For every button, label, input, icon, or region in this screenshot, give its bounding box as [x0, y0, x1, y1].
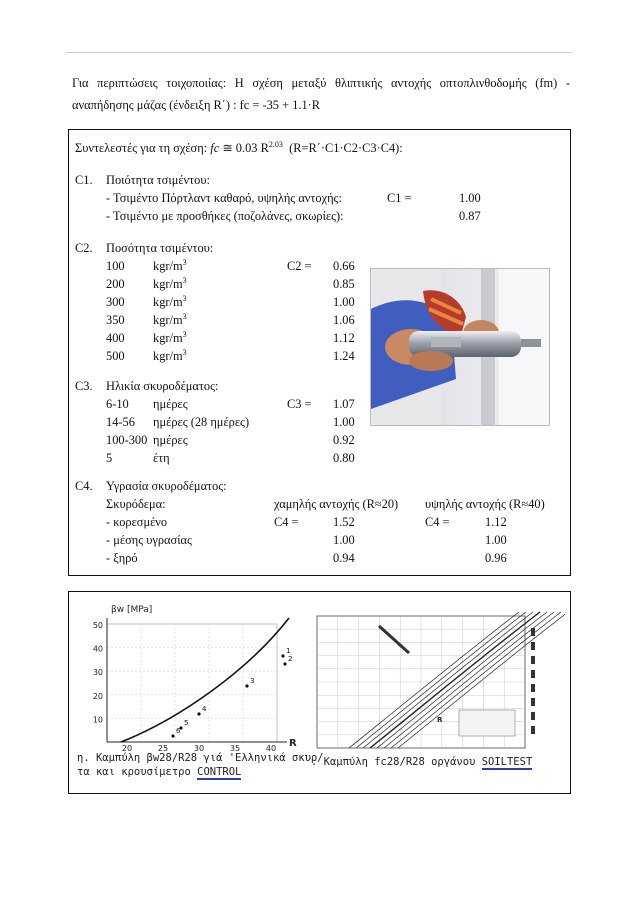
c2-unit	[153, 295, 187, 310]
graph-left-point-label: 1	[286, 647, 291, 655]
caption-left-2	[77, 766, 241, 778]
graph-left-ytick: 30	[92, 668, 103, 678]
c3-unit: έτη	[153, 451, 170, 465]
intro-line-1: Για περιπτώσεις τοιχοποιίας: Η σχέση μεταξύ θλιπτικής αντοχής οπτοπλινθοδομής (fm) -	[72, 76, 570, 90]
graph-left-point-label: 3	[250, 677, 255, 685]
c2-unit-text: kgr/m	[153, 277, 183, 291]
c1-coef: C1 =	[387, 191, 412, 205]
c2-qty: 100	[106, 259, 125, 273]
graph-left-point-label: 2	[288, 655, 293, 663]
c4-row-low: 0.94	[333, 551, 355, 565]
c2-qty: 300	[106, 295, 125, 309]
caption-right	[311, 756, 532, 768]
c4-row-high: 1.00	[485, 533, 507, 547]
graph-right-legend	[459, 710, 515, 736]
c4-row-low: 1.52	[333, 515, 355, 529]
graph-right-side-marks	[531, 698, 535, 706]
c2-qty: 200	[106, 277, 125, 291]
c2-value: 1.12	[333, 331, 355, 345]
graph-left-point	[171, 734, 174, 737]
c3-coef: C3 =	[287, 397, 312, 411]
c3-age: 14-56	[106, 415, 135, 429]
c4-head-high: υψηλής αντοχής (R≈40)	[425, 497, 545, 511]
c3-number: C3.	[75, 379, 93, 393]
graph-left-xtick: 40	[265, 744, 277, 752]
graph-left-ytick: 40	[92, 644, 103, 654]
graph-left-ylabel: βw [MPa]	[111, 605, 153, 615]
graph-right-side-marks	[531, 670, 535, 678]
header-formula: ≅ 0.03 R	[222, 141, 269, 155]
c2-unit-text: kgr/m	[153, 295, 183, 309]
graph-left-point	[283, 662, 286, 665]
coefficients-header	[75, 140, 403, 156]
c4-coef-high: C4 =	[425, 515, 450, 529]
c2-unit	[153, 349, 187, 364]
c2-unit-text: kgr/m	[153, 313, 183, 327]
graph-left	[77, 602, 303, 752]
c2-qty: 350	[106, 313, 125, 327]
c4-row-high: 0.96	[485, 551, 507, 565]
c2-unit	[153, 331, 187, 346]
c4-head-low: χαμηλής αντοχής (R≈20)	[274, 497, 399, 511]
c3-value: 1.00	[333, 415, 355, 429]
c2-unit-text: kgr/m	[153, 259, 183, 273]
graph-left-xtick: 35	[229, 744, 241, 752]
graph-left-point	[245, 684, 248, 687]
graph-right-hammer-icon	[379, 626, 409, 653]
header-fc: fc	[210, 141, 220, 155]
header-definition: (R=R΄·C1·C2·C3·C4):	[289, 141, 403, 155]
graph-left-xtick: 30	[193, 744, 205, 752]
c2-value: 0.85	[333, 277, 355, 291]
c3-age: 100-300	[106, 433, 148, 447]
rebound-hammer-photo	[370, 268, 550, 426]
c1-title: Ποιότητα τσιμέντου:	[106, 173, 210, 187]
c3-value: 0.92	[333, 433, 355, 447]
c2-unit-text: kgr/m	[153, 349, 183, 363]
c2-title: Ποσότητα τσιμέντου:	[106, 241, 214, 255]
c4-coef-low: C4 =	[274, 515, 299, 529]
graph-right-side-marks	[531, 684, 535, 692]
graph-left-ytick: 50	[92, 621, 103, 630]
page-rule	[66, 52, 572, 53]
c4-row-high: 1.12	[485, 515, 507, 529]
caption-left-2-text: τα και κρουσίμετρο	[77, 766, 191, 778]
caption-right-text: . Καμπύλη fc28/R28 οργάνου	[311, 756, 476, 768]
c3-value: 1.07	[333, 397, 355, 411]
graph-right-xlabel: R	[437, 716, 443, 724]
c4-row-low: 1.00	[333, 533, 355, 547]
graph-left-xlabel: R	[289, 738, 297, 749]
c2-unit-text: kgr/m	[153, 331, 183, 345]
c2-value: 0.66	[333, 259, 355, 273]
c2-unit	[153, 259, 187, 274]
graph-left-ytick: 20	[92, 691, 103, 701]
graph-left-point-label: 6	[176, 727, 181, 735]
c4-head-label: Σκυρόδεμα:	[106, 497, 166, 511]
header-exponent: 2.03	[268, 140, 283, 149]
c3-unit: ημέρες	[153, 397, 188, 411]
header-text: Συντελεστές για τη σχέση:	[75, 141, 208, 155]
caption-right-soiltest: SOILTEST	[481, 756, 533, 768]
c3-value: 0.80	[333, 451, 355, 465]
graph-right-svg	[309, 598, 565, 752]
c2-unit-exp: 3	[182, 312, 187, 321]
c2-unit	[153, 277, 187, 292]
c4-row-label: - κορεσμένο	[106, 515, 168, 529]
c1-row-label: - Τσιμέντο με προσθήκες (ποζολάνες, σκωρίες):	[106, 209, 344, 223]
c4-row-label: - μέσης υγρασίας	[106, 533, 192, 547]
graph-right-side-marks	[531, 712, 535, 720]
graph-left-ytick: 10	[92, 715, 103, 725]
c2-unit-exp: 3	[182, 294, 187, 303]
c2-unit	[153, 313, 187, 328]
graph-left-point	[281, 654, 284, 657]
rebound-hammer-photo-art	[371, 269, 549, 425]
caption-left-1: η. Καμπύλη βw28/R28 γιά 'Ελληνικά σκυρ/	[77, 752, 324, 764]
graph-left-point-label: 5	[184, 719, 189, 727]
c2-qty: 500	[106, 349, 125, 363]
c1-row-value: 1.00	[459, 191, 481, 205]
c2-number: C2.	[75, 241, 93, 255]
graph-left-svg	[77, 602, 303, 752]
graph-left-xtick: 20	[121, 744, 133, 752]
c4-title: Υγρασία σκυροδέματος:	[106, 479, 227, 493]
graph-right-side-marks	[531, 656, 535, 664]
c3-title: Ηλικία σκυροδέματος:	[106, 379, 219, 393]
graph-left-curve	[121, 618, 289, 742]
c2-unit-exp: 3	[182, 276, 187, 285]
graph-left-point-label: 4	[202, 705, 207, 713]
c1-row-label: - Τσιμέντο Πόρτλαντ καθαρό, υψηλής αντοχής:	[106, 191, 342, 205]
c2-unit-exp: 3	[182, 348, 187, 357]
graphs-box	[68, 591, 571, 794]
c1-number: C1.	[75, 173, 93, 187]
intro-line-2: αναπήδησης μάζας (ένδειξη R΄) : fc = -35 + 1.1·R	[72, 98, 321, 112]
c4-number: C4.	[75, 479, 93, 493]
intro-paragraph	[72, 72, 570, 116]
c3-unit: ημέρες (28 ημέρες)	[153, 415, 250, 429]
c2-unit-exp: 3	[182, 330, 187, 339]
c2-value: 1.06	[333, 313, 355, 327]
c3-age: 5	[106, 451, 113, 465]
graph-left-xtick: 25	[157, 744, 169, 752]
caption-left-control: CONTROL	[197, 766, 242, 778]
c4-row-label: - ξηρό	[106, 551, 138, 565]
c3-unit: ημέρες	[153, 433, 188, 447]
graph-right-side-marks	[531, 642, 535, 650]
c1-row-value: 0.87	[459, 209, 481, 223]
graph-right	[309, 598, 565, 752]
c2-unit-exp: 3	[182, 258, 187, 267]
graph-right-side-marks	[531, 726, 535, 734]
c3-age: 6-10	[106, 397, 129, 411]
c2-value: 1.00	[333, 295, 355, 309]
c2-value: 1.24	[333, 349, 355, 363]
c2-qty: 400	[106, 331, 125, 345]
graph-right-side-marks	[531, 628, 535, 636]
graph-left-point	[197, 712, 200, 715]
c2-coef: C2 =	[287, 259, 312, 273]
